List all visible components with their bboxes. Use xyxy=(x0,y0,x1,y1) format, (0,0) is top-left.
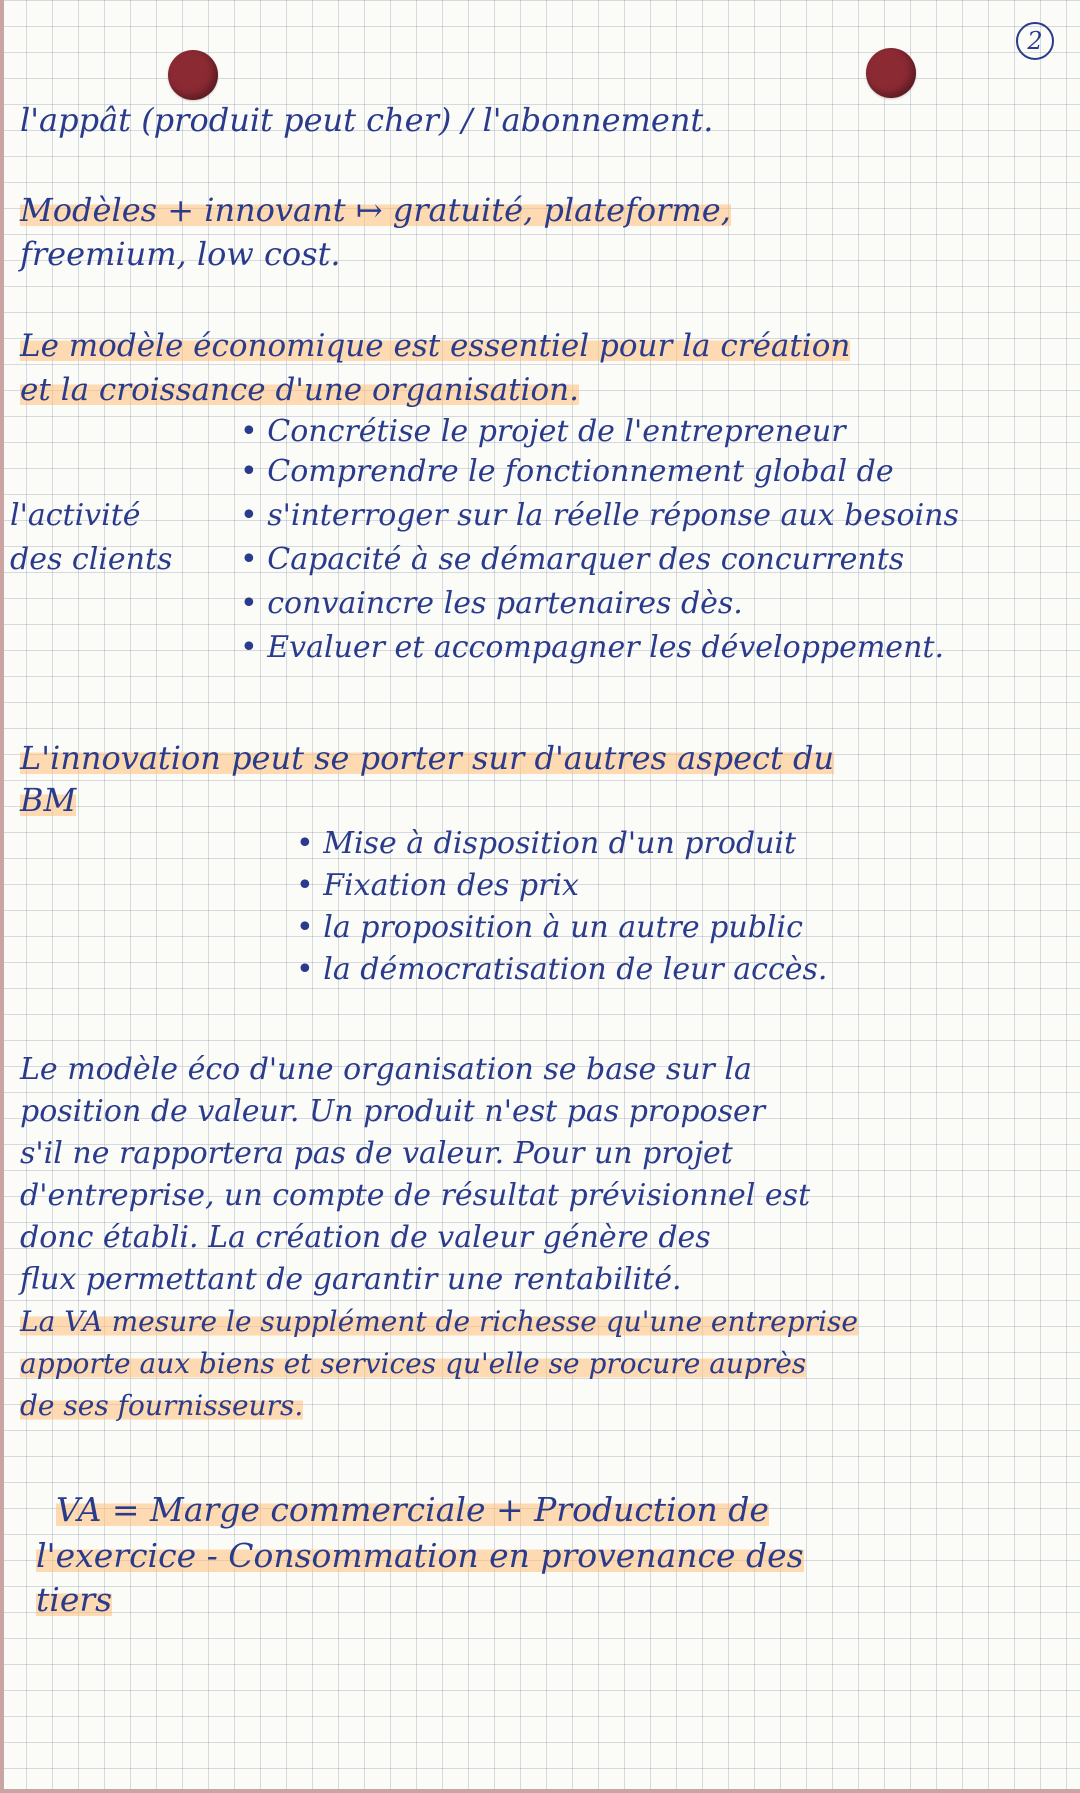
side-note-line-2: des clients xyxy=(10,542,173,577)
bottom-edge-line xyxy=(0,1789,1080,1793)
essential-bullet: • Capacité à se démarquer des concurrents xyxy=(240,540,904,580)
models-line-1: Modèles + innovant ↦ gratuité, plateforme, xyxy=(20,191,731,229)
paragraph-line: flux permettant de garantir une rentabilité. xyxy=(20,1262,682,1297)
paragraph-line: d'entreprise, un compte de résultat prévisionnel est xyxy=(20,1178,811,1213)
paragraph-line: donc établi. La création de valeur génère des xyxy=(20,1220,711,1255)
binder-hole-left xyxy=(168,50,218,100)
innovation-bullet: • Mise à disposition d'un produit xyxy=(296,824,796,864)
innovation-line-2: BM xyxy=(20,781,77,819)
formula-line-3: tiers xyxy=(36,1580,113,1619)
binder-hole-right xyxy=(866,48,916,98)
header-line: l'appât (produit peut cher) / l'abonnement. xyxy=(20,101,714,139)
page-number: 2 xyxy=(1016,22,1054,60)
innovation-bullet: • Fixation des prix xyxy=(296,866,579,906)
essential-bullet: • convaincre les partenaires dès. xyxy=(240,584,743,624)
formula-line-2: l'exercice - Consommation en provenance des xyxy=(36,1536,804,1575)
paragraph-line: Le modèle éco d'une organisation se base sur la xyxy=(20,1052,752,1087)
side-note-line-1: l'activité xyxy=(10,498,141,533)
models-line-2: freemium, low cost. xyxy=(20,235,341,273)
paragraph-line: s'il ne rapportera pas de valeur. Pour un projet xyxy=(20,1136,733,1171)
essential-bullet: • s'interroger sur la réelle réponse aux besoins xyxy=(240,496,959,536)
formula-line-1: VA = Marge commerciale + Production de xyxy=(56,1490,769,1529)
essential-bullet: • Concrétise le projet de l'entrepreneur xyxy=(240,412,846,452)
paragraph-line: de ses fournisseurs. xyxy=(20,1389,304,1422)
paragraph-line: La VA mesure le supplément de richesse qu'une entreprise xyxy=(20,1305,858,1338)
margin-line xyxy=(0,0,4,1793)
innovation-bullet: • la proposition à un autre public xyxy=(296,908,803,948)
essential-line-2: et la croissance d'une organisation. xyxy=(20,372,579,408)
paragraph-line: position de valeur. Un produit n'est pas proposer xyxy=(20,1094,766,1129)
innovation-bullet: • la démocratisation de leur accès. xyxy=(296,950,827,990)
paragraph-line: apporte aux biens et services qu'elle se procure auprès xyxy=(20,1347,807,1380)
innovation-line-1: L'innovation peut se porter sur d'autres aspect du xyxy=(20,739,835,777)
essential-line-1: Le modèle économique est essentiel pour la création xyxy=(20,328,851,364)
essential-bullet: • Evaluer et accompagner les développement. xyxy=(240,628,944,668)
essential-bullet: • Comprendre le fonctionnement global de xyxy=(240,452,894,492)
